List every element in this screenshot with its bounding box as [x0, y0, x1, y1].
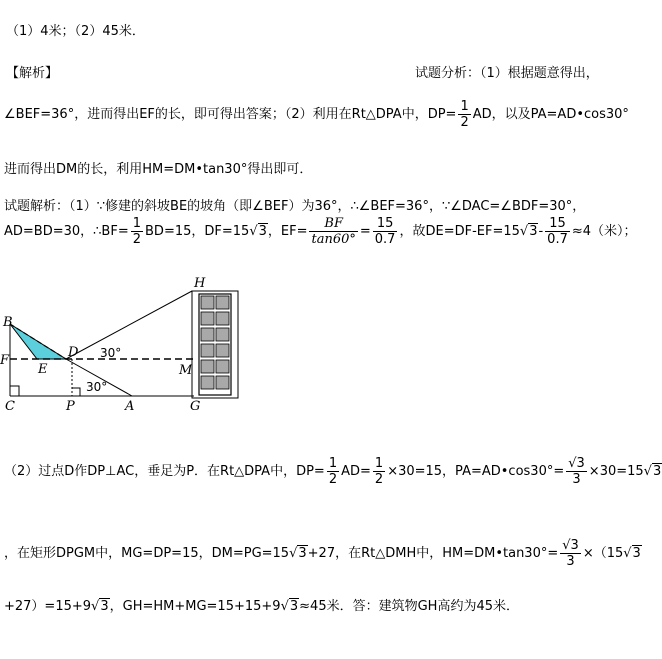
analysis-intro: 试题分析：（1）根据题意得出， [415, 66, 599, 81]
radicand: 3 [258, 224, 267, 239]
square-root: √3 [249, 224, 267, 239]
point-p: P [66, 399, 75, 414]
radicand: 3 [289, 599, 299, 614]
geometry-figure [0, 270, 250, 415]
fraction-numerator: 1 [328, 456, 338, 471]
fraction-denominator: 2 [374, 472, 384, 487]
fraction-denominator: 0.7 [547, 232, 568, 247]
analysis-text-a: ∠BEF=36°，进而得出EF的长，即可得出答案；（2）利用在Rt△DPA中，DP= [4, 107, 457, 122]
fraction [545, 216, 570, 247]
analysis-label: 【解析】 [6, 66, 59, 81]
point-f: F [0, 353, 10, 368]
fraction-numerator: 1 [460, 99, 469, 114]
square-root: √3 [280, 599, 299, 614]
text: - [538, 224, 544, 239]
solution2-line-3 [4, 595, 519, 614]
fraction-numerator: √3 [562, 538, 579, 553]
text: BD=15，DF=15 [145, 224, 250, 239]
fraction [373, 216, 398, 247]
text: ×（15 [582, 546, 624, 561]
fraction [566, 456, 587, 487]
text: = [359, 224, 371, 239]
radicand: 3 [652, 464, 662, 479]
fraction-denominator: 2 [460, 115, 469, 130]
text: +27，在Rt△DMH中，HM=DM•tan30°= [307, 546, 559, 561]
solution-line-2 [4, 216, 637, 247]
right-angle-c [10, 386, 19, 396]
angle-label-top: 30° [100, 346, 122, 360]
text: ，故DE=DF-EF=15 [399, 224, 520, 239]
fraction-denominator: 2 [328, 472, 338, 487]
fraction-denominator: 3 [572, 472, 581, 487]
fraction [458, 99, 470, 130]
fraction-denominator: tan60° [311, 232, 356, 247]
solution2-line-2 [4, 538, 642, 569]
fraction-numerator: 1 [132, 216, 142, 231]
window-grid [201, 296, 229, 389]
point-b: B [3, 315, 13, 330]
text: ≈4（米）； [571, 224, 637, 239]
fraction-numerator: BF [309, 216, 357, 232]
fraction-numerator: 15 [545, 216, 570, 232]
text: ，GH=HM+MG=15+15+9 [109, 599, 281, 614]
point-a: A [125, 399, 135, 414]
point-g: G [190, 399, 201, 414]
point-e: E [38, 362, 48, 377]
analysis-line-3: 进而得出DM的长，利用HM=DM•tan30°得出即可． [4, 162, 313, 177]
text: ，EF= [267, 224, 308, 239]
text: ，在矩形DPGM中，MG=DP=15，DM=PG=15 [4, 546, 290, 561]
radicand: 3 [632, 546, 641, 561]
square-root: √3 [289, 546, 307, 561]
text: AD=BD=30，∴BF= [4, 224, 129, 239]
text: ×30=15，PA=AD•cos30°= [387, 464, 565, 479]
solution-line-1: 试题解析：（1）∵修建的斜坡BE的坡角（即∠BEF）为36°，∴∠BEF=36°，∵∠DAC=∠BDF=30°， [4, 199, 586, 214]
fraction-denominator: 2 [132, 232, 142, 247]
text: +27）=15+9 [4, 599, 92, 614]
fraction-numerator: 1 [374, 456, 384, 471]
text: ≈45米．答：建筑物GH高约为45米． [299, 599, 519, 614]
fraction [309, 216, 357, 247]
point-d: D [68, 345, 79, 360]
point-m: M [179, 363, 193, 378]
square-root: √3 [519, 224, 538, 239]
analysis-text-b: AD，以及PA=AD•cos30° [472, 107, 629, 122]
radicand: 3 [529, 224, 538, 239]
text: （2）过点D作DP⊥AC，垂足为P．在Rt△DPA中，DP= [4, 464, 325, 479]
point-h: H [194, 276, 206, 291]
right-angle-p [72, 388, 80, 396]
solution2-line-1 [4, 456, 662, 487]
square-root: √3 [91, 599, 109, 614]
fraction [131, 216, 143, 247]
fraction-denominator: 3 [566, 554, 575, 569]
fraction-denominator: 0.7 [374, 232, 396, 247]
answer-line: （1）4米；（2）45米． [6, 24, 145, 39]
fraction [373, 456, 385, 487]
text: ×30=15 [588, 464, 644, 479]
radicand: 3 [298, 546, 307, 561]
square-root: √3 [623, 546, 641, 561]
fraction [560, 538, 581, 569]
radicand: 3 [100, 599, 109, 614]
text: AD= [341, 464, 371, 479]
angle-label-bottom: 30° [86, 380, 108, 394]
fraction [327, 456, 339, 487]
fraction-numerator: √3 [568, 456, 585, 471]
fraction-numerator: 15 [373, 216, 398, 232]
analysis-line-2 [4, 99, 629, 130]
point-c: C [5, 399, 15, 414]
square-root: √3 [643, 464, 662, 479]
line-dh [66, 291, 192, 359]
